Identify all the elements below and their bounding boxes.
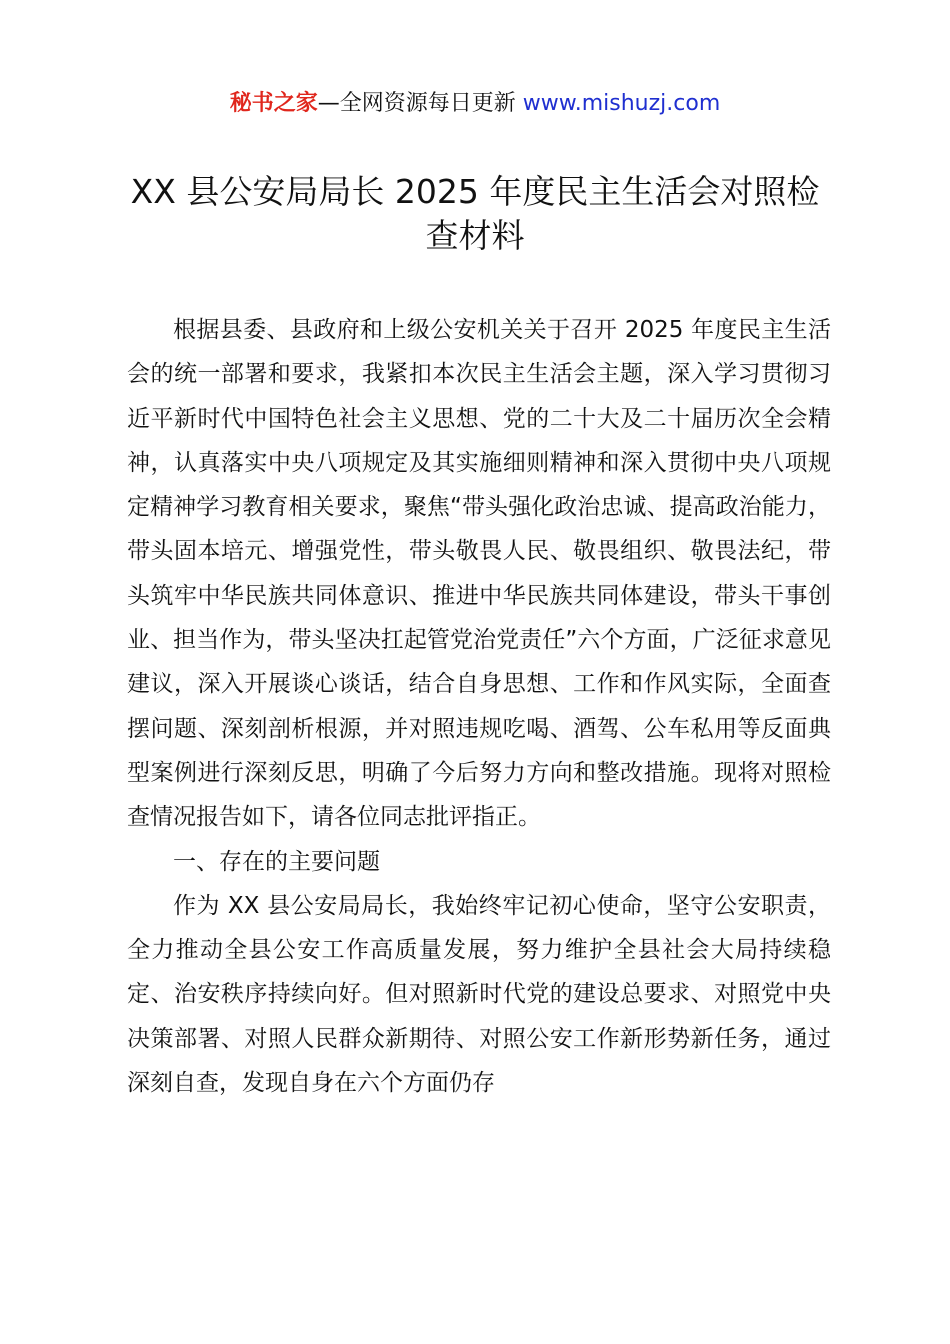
body-paragraph: 根据县委、县政府和上级公安机关关于召开 2025 年度民主生活会的统一部署和要求，我紧扣本次民主生活会主题，深入学习贯彻习近平新时代中国特色社会主义思想、党的二十大及二十届历次全会精神，认真落实中央八项规定及其实施细则精神和深入贯彻中央八项规定精神学习教育相关要求，聚焦“带头强化政治忠诚、提高政治能力，带头固本培元、增强党性，带头敬畏人民、敬畏组织、敬畏法纪，带头筑牢中华民族共同体意识、推进中华民族共同体建设，带头干事创业、担当作为，带头坚决扛起管党治党责任”六个方面，广泛征求意见建议，深入开展谈心谈话，结合自身思想、工作和作风实际，全面查摆问题、深刻剖析根源，并对照违规吃喝、酒驾、公车私用等反面典型案例进行深刻反思，明确了今后努力方向和整改措施。现将对照检查情况报告如下，请各位同志批评指正。 (127, 317, 831, 831)
body-paragraph: 作为 XX 县公安局局长，我始终牢记初心使命，坚守公安职责，全力推动全县公安工作高质量发展，努力维护全县社会大局持续稳定、治安秩序持续向好。但对照新时代党的建设总要求、对照党中央决策部署、对照人民群众新期待、对照公安工作新形势新任务，通过深刻自查，发现自身在六个方面仍存 (127, 892, 831, 1097)
site-brand: 秘书之家 (229, 91, 318, 116)
section-heading: 一、存在的主要问题 (173, 848, 380, 875)
document-body (127, 308, 831, 1105)
site-tagline: —全网资源每日更新 (317, 91, 516, 116)
site-url-link[interactable]: www.mishuzj.com (522, 91, 721, 116)
site-header (0, 88, 950, 120)
document-title: XX 县公安局局长 2025 年度民主生活会对照检查材料 (130, 172, 820, 255)
